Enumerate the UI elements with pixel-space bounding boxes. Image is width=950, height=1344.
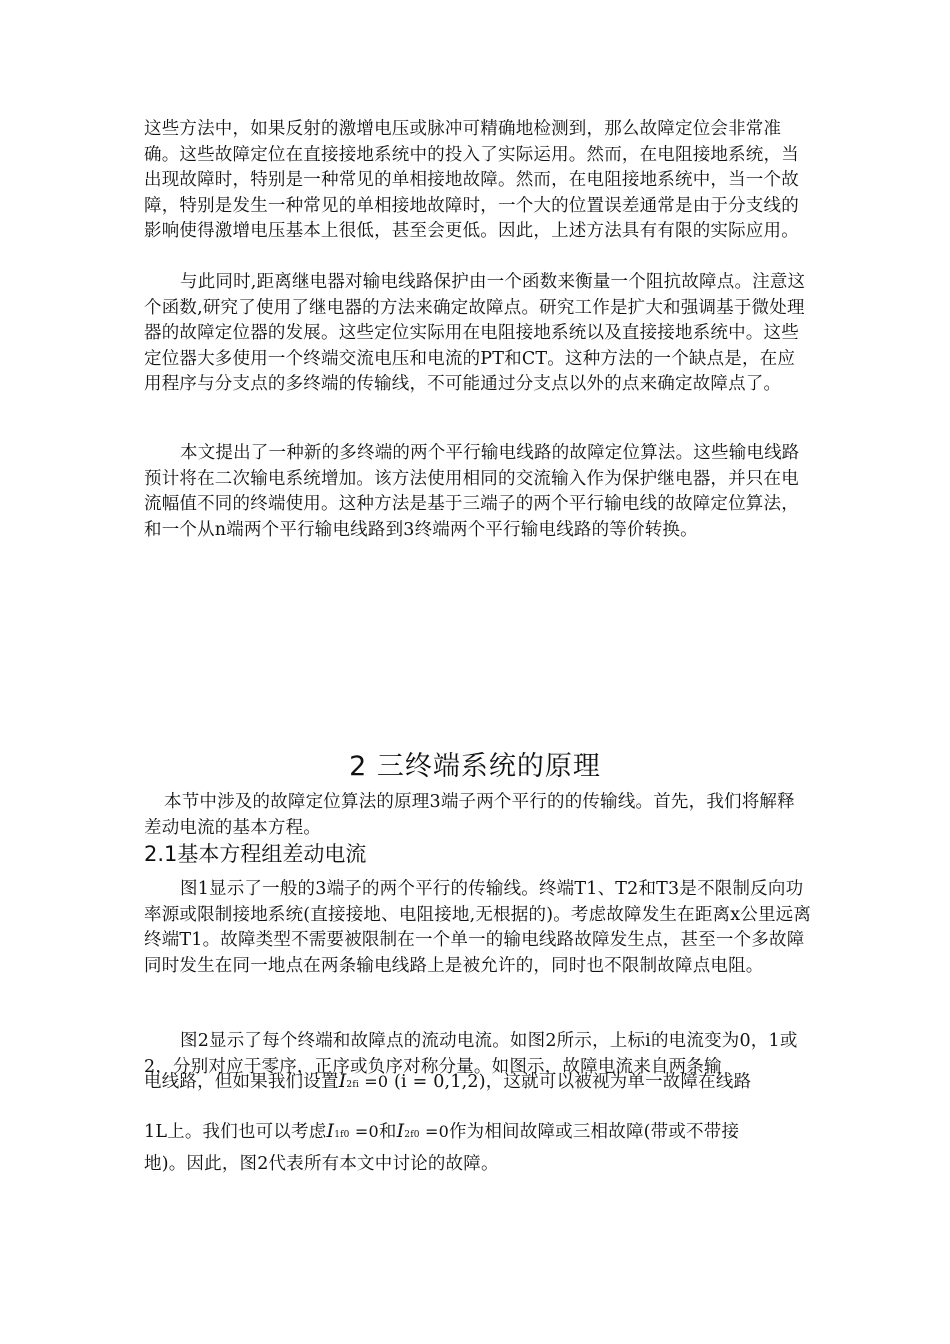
math-letter: I	[326, 1120, 335, 1142]
paragraph-distance-relay: 与此同时,距离继电器对输电线路保护由一个函数来衡量一个阻抗故障点。注意这个函数,研究了使用了继电器的方法来确定故障点。研究工作是扩大和强调基于微处理器的故障定位器的发展。这些定位实际用在电阻接地系统以及直接接地系统中。这些定位器大多使用一个终端交流电压和电流的PT和CT。这种方法的一个缺点是，在应用程序与分支点的多终端的传输线，不可能通过分支点以外的点来确定故障点了。	[144, 272, 806, 394]
text-line-conclusion: 地)。因此，图2代表所有本文中讨论的故障。	[144, 1154, 499, 1174]
paragraph-reflection-methods: 这些方法中，如果反射的激增电压或脉冲可精确地检测到，那么故障定位会非常准确。这些故障定位在直接接地系统中的投入了实际运用。然而，在电阻接地系统，当出现故障时，特别是一种常见的单相接地故障。然而，在电阻接地系统中，当一个故障，特别是发生一种常见的单相接地故障时，一个大的位置误差通常是由于分支线的影响使得激增电压基本上很低，甚至会更低。因此，上述方法具有有限的实际应用。	[144, 119, 799, 241]
math-letter: I	[396, 1120, 405, 1142]
text-line-single-fault	[144, 1068, 812, 1093]
line-text-segment: 电线路，但如果我们设置	[144, 1072, 339, 1092]
paragraph-proposed-algorithm: 本文提出了一种新的多终端的两个平行输电线路的故障定位算法。这些输电线路预计将在二次输电系统增加。该方法使用相同的交流输入作为保护继电器，并只在电流幅值不同的终端使用。这种方法是基于三端子的两个平行输电线的故障定位算法，和一个从n端两个平行输电线路到3终端两个平行输电线路的等价转换。	[144, 443, 800, 540]
math-subscript: 2f0	[404, 1130, 420, 1140]
section-2-heading: 2 三终端系统的原理	[349, 751, 601, 782]
paragraph-figure-1-description: 图1显示了一般的3端子的两个平行的传输线。终端T1、T2和T3是不限制反向功率源或限制接地系统(直接接地、电阻接地,无根据的)。考虑故障发生在距离x公里远离终端T1。故障类型不需要被限制在一个单一的输电线路故障发生点，甚至一个多故障同时发生在同一地点在两条输电线路上是被允许的，同时也不限制故障点电阻。	[144, 879, 812, 976]
line-text-segment: (i = 0,1,2)，这就可以被视为单一故障在线路	[388, 1072, 752, 1092]
text-line-phase-fault	[144, 1118, 812, 1143]
current-symbol	[326, 1120, 349, 1142]
current-symbol	[339, 1070, 359, 1092]
math-letter: I	[338, 1070, 347, 1092]
math-equals: =0	[349, 1122, 379, 1141]
math-equals: =0	[419, 1122, 449, 1141]
line-text-segment: 1L上。我们也可以考虑	[144, 1122, 327, 1142]
section-2-1-heading: 2.1基本方程组差动电流	[144, 842, 367, 866]
math-equals: =0	[358, 1072, 389, 1091]
math-subscript: 1f0	[334, 1130, 350, 1140]
line-text-segment: 作为相间故障或三相故障(带或不带接	[448, 1122, 740, 1142]
paragraph-figure-2-description: 图2显示了每个终端和故障点的流动电流。如图2所示，上标i的电流变为0，1或2，分别对应于零序，正序或负序对称分量。如图示，故障电流来自两条输	[144, 1031, 798, 1077]
paragraph-section-2-intro: 本节中涉及的故障定位算法的原理3端子两个平行的的传输线。首先，我们将解释差动电流的基本方程。	[144, 792, 795, 838]
math-subscript: 2fi	[346, 1080, 359, 1090]
line-text-segment: 和	[378, 1122, 397, 1142]
current-symbol	[397, 1120, 420, 1142]
